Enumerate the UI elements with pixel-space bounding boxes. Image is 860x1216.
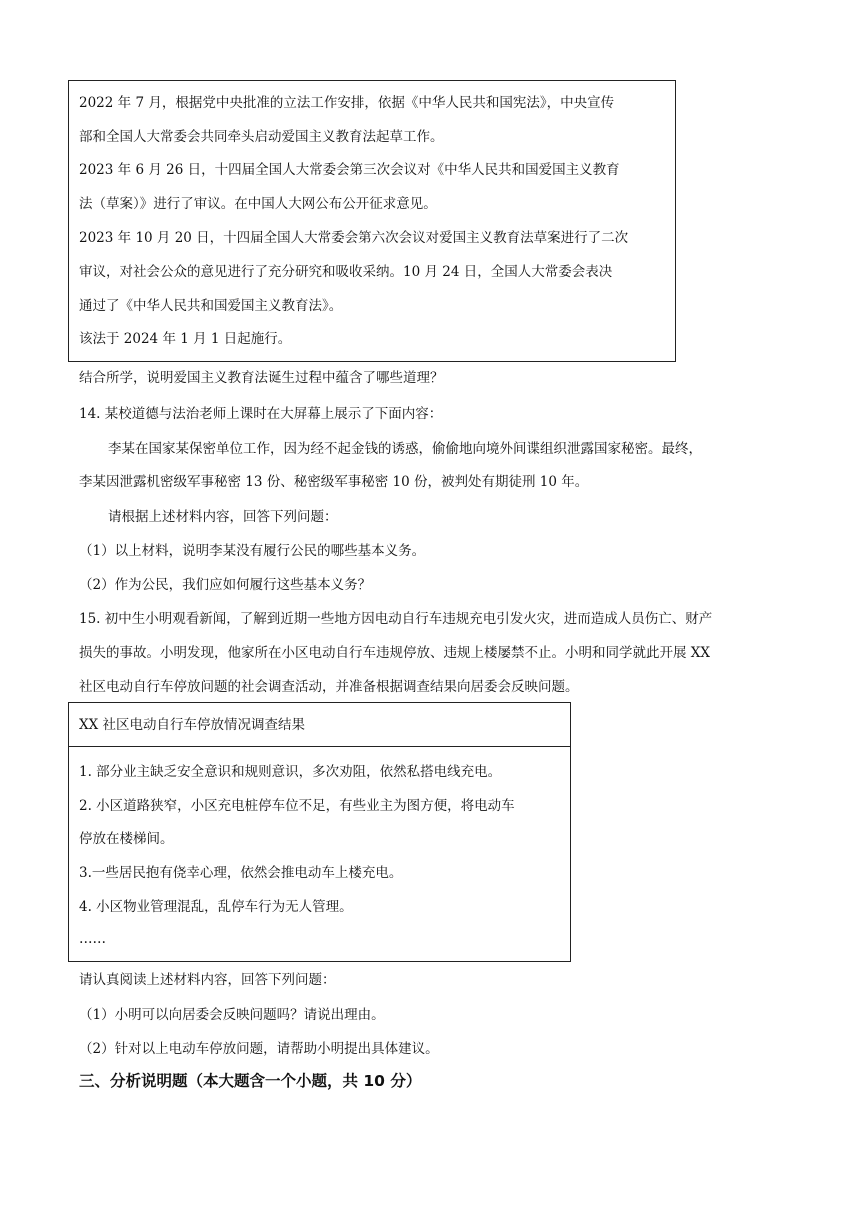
q15-stem: 15. 初中生小明观看新闻，了解到近期一些地方因电动自行车违规充电引发火灾，进而造成人员伤亡、财产 <box>79 611 713 627</box>
q15-sub2: （2）针对以上电动车停放问题，请帮助小明提出具体建议。 <box>79 1041 439 1057</box>
q13-prompt: 结合所学，说明爱国主义教育法诞生过程中蕴含了哪些道理？ <box>79 370 444 386</box>
section-heading: 三、分析说明题（本大题含一个小题，共 10 分） <box>79 1072 422 1090</box>
timeline-text: 部和全国人大常委会共同牵头启动爱国主义教育法起草工作。 <box>79 129 444 145</box>
q15-sub1: （1）小明可以向居委会反映问题吗？请说出理由。 <box>79 1007 385 1023</box>
survey-divider <box>68 746 571 747</box>
q15-stem: 社区电动自行车停放问题的社会调查活动，并准备根据调查结果向居委会反映问题。 <box>79 679 579 695</box>
timeline-text: 2023 年 10 月 20 日，十四届全国人大常委会第六次会议对爱国主义教育法草案进行了二次 <box>79 230 629 246</box>
q14-stem: 14. 某校道德与法治老师上课时在大屏幕上展示了下面内容： <box>79 406 443 422</box>
timeline-text: 2022 年 7 月，根据党中央批准的立法工作安排，依据《中华人民共和国宪法》，中央宣传 <box>79 95 615 111</box>
q14-material: 李某因泄露机密级军事秘密 13 份、秘密级军事秘密 10 份，被判处有期徒刑 10 年。 <box>79 474 589 490</box>
survey-item: 3.一些居民抱有侥幸心理，依然会推电动车上楼充电。 <box>79 865 403 881</box>
survey-title: XX 社区电动自行车停放情况调查结果 <box>79 717 306 733</box>
q15-stem: 损失的事故。小明发现，他家所在小区电动自行车违规停放、违规上楼屡禁不止。小明和同学就此开展 XX <box>79 645 711 661</box>
timeline-text: 该法于 2024 年 1 月 1 日起施行。 <box>79 331 292 347</box>
survey-item: 2. 小区道路狭窄，小区充电桩停车位不足，有些业主为图方便，将电动车 <box>79 798 515 814</box>
timeline-text: 法（草案）》进行了审议。在中国人大网公布公开征求意见。 <box>79 196 437 212</box>
survey-item: 停放在楼梯间。 <box>79 831 174 847</box>
survey-item: 1. 部分业主缺乏安全意识和规则意识，多次劝阻，依然私搭电线充电。 <box>79 764 502 780</box>
survey-item: 4. 小区物业管理混乱，乱停车行为无人管理。 <box>79 899 353 915</box>
q14-material: 李某在国家某保密单位工作，因为经不起金钱的诱惑，偷偷地向境外间谍组织泄露国家秘密。最终， <box>108 441 702 457</box>
timeline-box <box>68 80 676 362</box>
timeline-text: 通过了《中华人民共和国爱国主义教育法》。 <box>79 298 343 314</box>
q15-instruction: 请认真阅读上述材料内容，回答下列问题： <box>79 972 336 988</box>
q14-instruction: 请根据上述材料内容，回答下列问题： <box>108 509 338 525</box>
timeline-text: 审议，对社会公众的意见进行了充分研究和吸收采纳。10 月 24 日，全国人大常委会表决 <box>79 264 613 280</box>
survey-item: …… <box>79 931 106 947</box>
q14-sub2: （2）作为公民，我们应如何履行这些基本义务？ <box>79 577 372 593</box>
q14-sub1: （1）以上材料，说明李某没有履行公民的哪些基本义务。 <box>79 543 426 559</box>
timeline-text: 2023 年 6 月 26 日，十四届全国人大常委会第三次会议对《中华人民共和国爱国主义教育 <box>79 162 620 178</box>
